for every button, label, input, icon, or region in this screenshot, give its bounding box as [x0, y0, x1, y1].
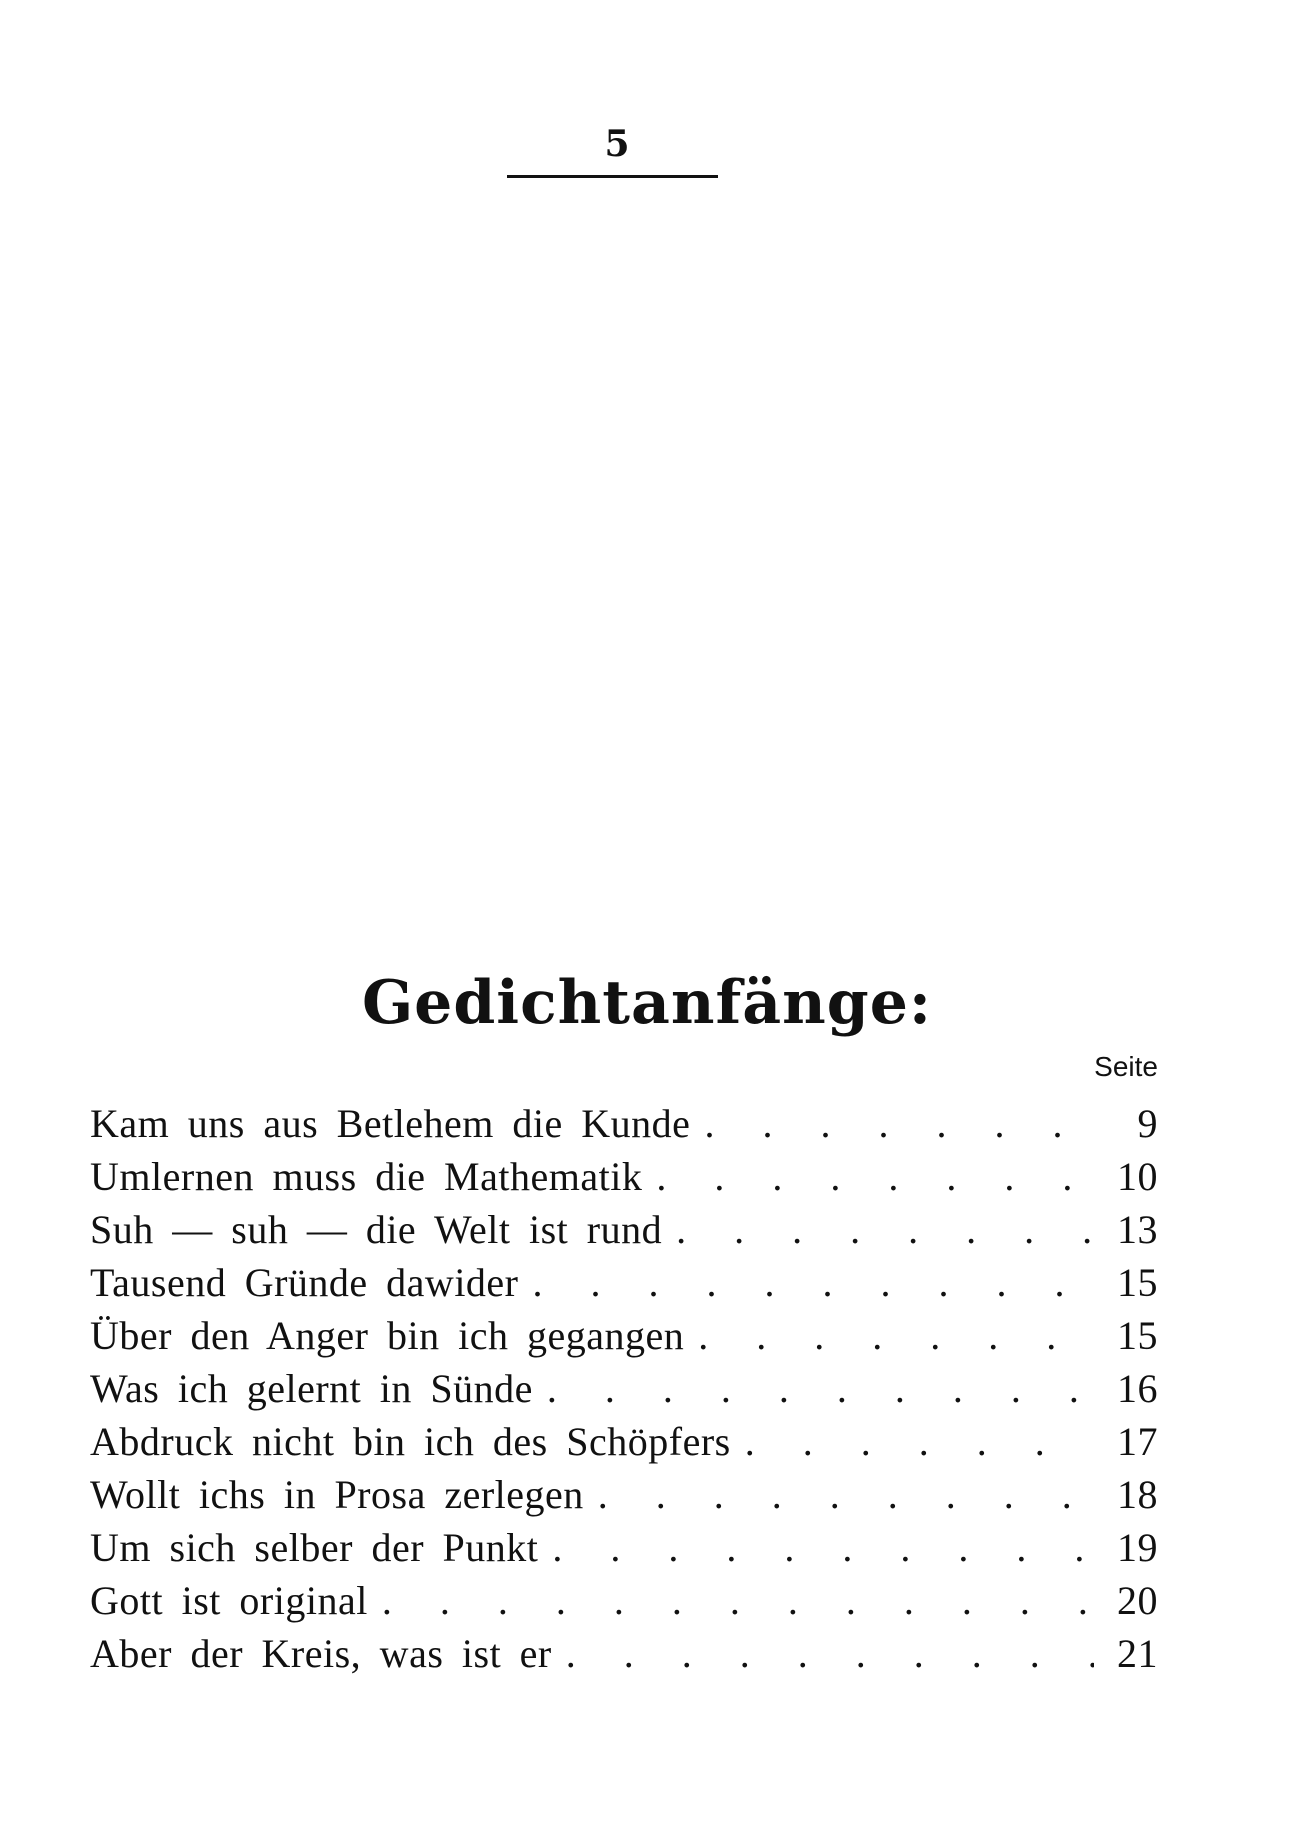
toc-page-number: 16 — [1117, 1366, 1158, 1411]
dot-leader — [538, 1524, 1094, 1571]
toc-row — [90, 1153, 1158, 1206]
dot-leader — [533, 1365, 1094, 1412]
toc-row — [90, 1418, 1158, 1471]
toc-title: Kam uns aus Betlehem die Kunde — [90, 1101, 691, 1146]
toc-title: Abdruck nicht bin ich des Schöpfers — [90, 1419, 731, 1464]
dot-leader — [519, 1259, 1094, 1306]
dot-leader — [684, 1312, 1094, 1359]
toc-row — [90, 1259, 1158, 1312]
toc-title: Über den Anger bin ich gegangen — [90, 1313, 685, 1358]
toc-title: Aber der Kreis, was ist er — [90, 1631, 552, 1676]
dot-leader — [662, 1206, 1094, 1253]
toc-row — [90, 1100, 1158, 1153]
toc-page-number: 15 — [1117, 1260, 1158, 1305]
toc-page-number: 9 — [1137, 1101, 1158, 1146]
toc-title: Gott ist original — [90, 1578, 368, 1623]
toc-row — [90, 1524, 1158, 1577]
page-column-header: Seite — [1094, 1051, 1158, 1082]
section-heading: Gedichtanfänge: — [361, 968, 933, 1038]
toc-row — [90, 1630, 1158, 1683]
dot-leader — [368, 1577, 1094, 1624]
toc-row — [90, 1365, 1158, 1418]
toc-page-number: 20 — [1117, 1578, 1158, 1623]
toc-page-number: 10 — [1117, 1154, 1158, 1199]
dot-leader — [642, 1153, 1094, 1200]
toc-page-number: 18 — [1117, 1472, 1158, 1517]
toc-page-number: 21 — [1117, 1631, 1158, 1676]
toc-title: Was ich gelernt in Sünde — [90, 1366, 533, 1411]
toc-page-number: 13 — [1117, 1207, 1158, 1252]
page-number: 5 — [604, 123, 630, 165]
toc-page-number: 15 — [1117, 1313, 1158, 1358]
toc-page-number: 17 — [1117, 1419, 1158, 1464]
toc-title: Umlernen muss die Mathematik — [90, 1154, 643, 1199]
dot-leader — [731, 1418, 1094, 1465]
page-number-rule — [507, 175, 718, 178]
toc-row — [90, 1471, 1158, 1524]
dot-leader — [690, 1100, 1094, 1147]
dot-leader — [552, 1630, 1094, 1677]
table-of-contents — [90, 1100, 1158, 1683]
toc-title: Um sich selber der Punkt — [90, 1525, 539, 1570]
toc-page-number: 19 — [1117, 1525, 1158, 1570]
toc-title: Wollt ichs in Prosa zerlegen — [90, 1472, 584, 1517]
toc-title: Suh — suh — die Welt ist rund — [90, 1207, 663, 1252]
toc-row — [90, 1312, 1158, 1365]
toc-title: Tausend Gründe dawider — [90, 1260, 519, 1305]
toc-row — [90, 1577, 1158, 1630]
dot-leader — [584, 1471, 1094, 1518]
toc-row — [90, 1206, 1158, 1259]
